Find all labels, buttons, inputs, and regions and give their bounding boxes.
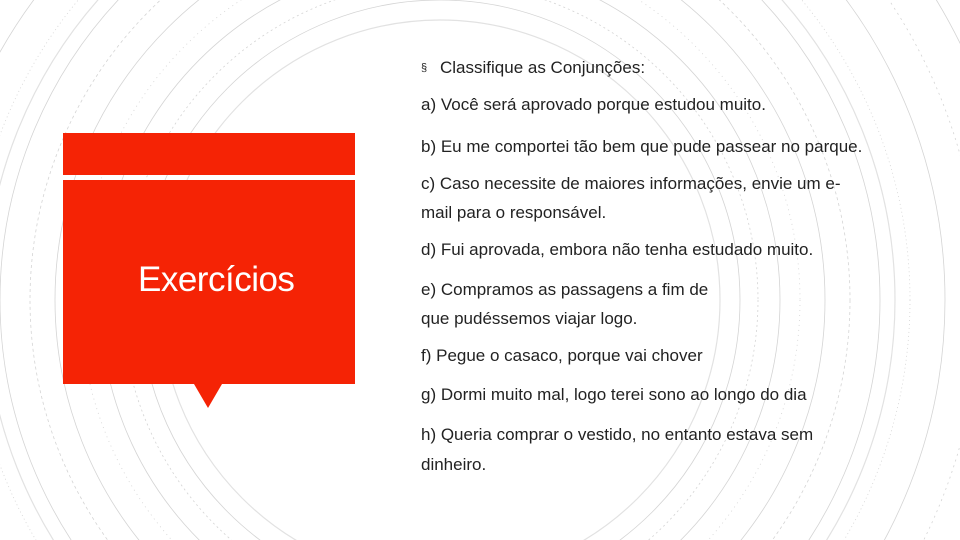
square-bullet-icon: § <box>421 62 428 74</box>
item-c-line-1: c) Caso necessite de maiores informações, envie um e- <box>421 174 841 193</box>
item-d: d) Fui aprovada, embora não tenha estudado muito. <box>421 240 814 259</box>
item-e-line-2: que pudéssemos viajar logo. <box>421 309 638 328</box>
item-b: b) Eu me comportei tão bem que pude passear no parque. <box>421 137 863 156</box>
item-e-line-1: e) Compramos as passagens a fim de <box>421 280 709 299</box>
item-g: g) Dormi muito mal, logo terei sono ao longo do dia <box>421 385 807 404</box>
item-c-line-2: mail para o responsável. <box>421 203 607 222</box>
heading: Classifique as Conjunções: <box>440 58 646 77</box>
panel-title: Exercícios <box>138 260 295 299</box>
item-a: a) Você será aprovado porque estudou muito. <box>421 95 766 114</box>
panel-pointer <box>194 384 222 408</box>
item-h-line-2: dinheiro. <box>421 455 487 474</box>
item-h-line-1: h) Queria comprar o vestido, no entanto estava sem <box>421 425 814 444</box>
item-f: f) Pegue o casaco, porque vai chover <box>421 346 703 365</box>
red-header-bar <box>63 133 355 175</box>
